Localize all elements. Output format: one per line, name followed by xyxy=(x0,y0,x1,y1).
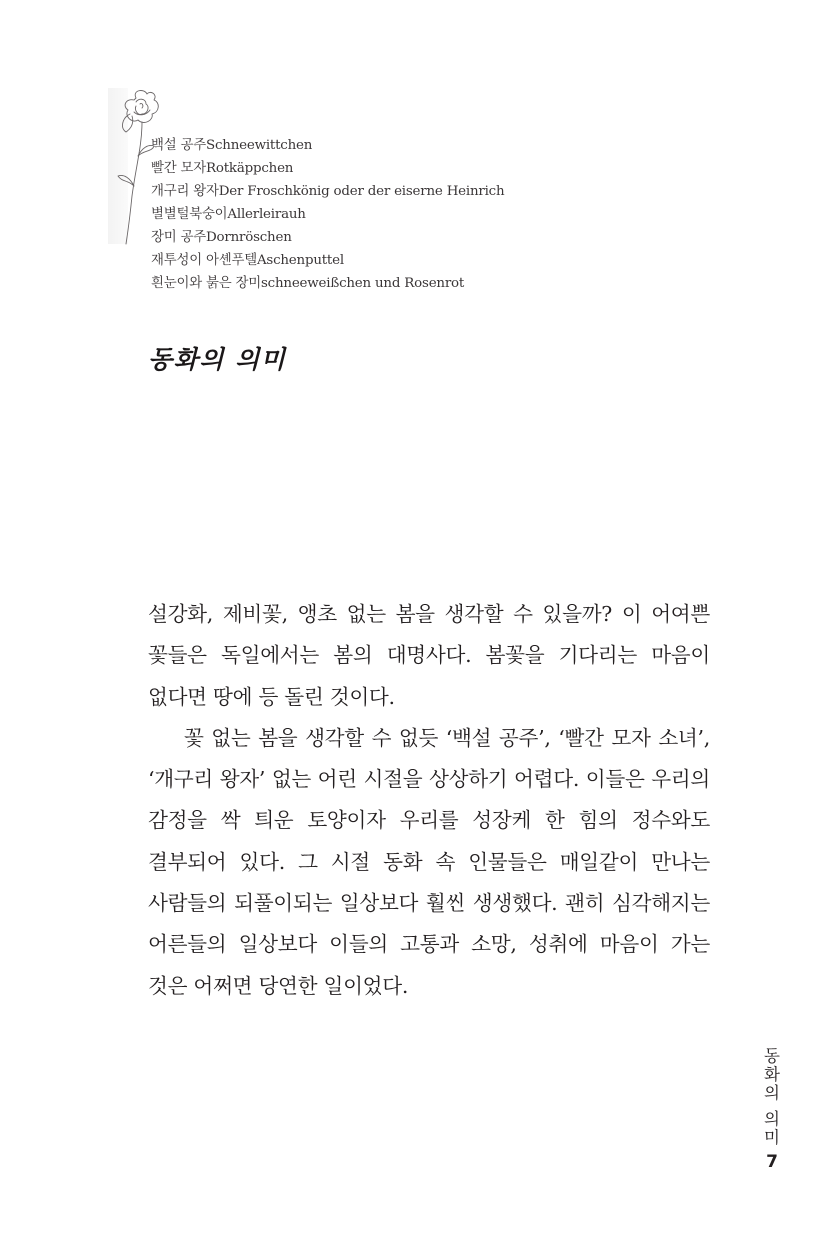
list-item: 별별털북숭이Allerleirauh xyxy=(151,207,306,222)
body-text xyxy=(148,594,710,1007)
paragraph: 설강화, 제비꽃, 앵초 없는 봄을 생각할 수 있을까? 이 어여쁜 꽃들은 독일에서는 봄의 대명사다. 봄꽃을 기다리는 마음이 없다면 땅에 등 돌린 것이다. xyxy=(148,602,710,709)
page-number: 7 xyxy=(766,1152,778,1172)
list-item: 개구리 왕자Der Froschkönig oder der eiserne Heinrich xyxy=(151,184,505,199)
list-item: 장미 공주Dornröschen xyxy=(151,230,292,245)
list-item: 빨간 모자Rotkäppchen xyxy=(151,161,294,176)
paragraph: 꽃 없는 봄을 생각할 수 없듯 ‘백설 공주’, ‘빨간 모자 소녀’, ‘개구리 왕자’ 없는 어린 시절을 상상하기 어렵다. 이들은 우리의 감정을 싹 틔운 토양이자 우리를 성장케 한 힘의 정수와도 결부되어 있다. 그 시절 동화 속 인물들은 매일같이 만나는 사람들의 되풀이되는 일상보다 훨씬 생생했다. 괜히 심각해지는 어른들의 일상보다 이들의 고통과 소망, 성취에 마음이 가는 것은 어쩌면 당연한 일이었다. xyxy=(148,725,710,998)
chapter-title: 동화의 의미 xyxy=(148,345,287,374)
list-item: 백설 공주Schneewittchen xyxy=(151,138,313,153)
contents-list xyxy=(151,134,504,295)
list-item: 재투성이 아셴푸텔Aschenputtel xyxy=(151,253,344,268)
running-head: 동화의 의미 xyxy=(761,1047,780,1147)
list-item: 흰눈이와 붉은 장미schneeweißchen und Rosenrot xyxy=(151,276,465,291)
